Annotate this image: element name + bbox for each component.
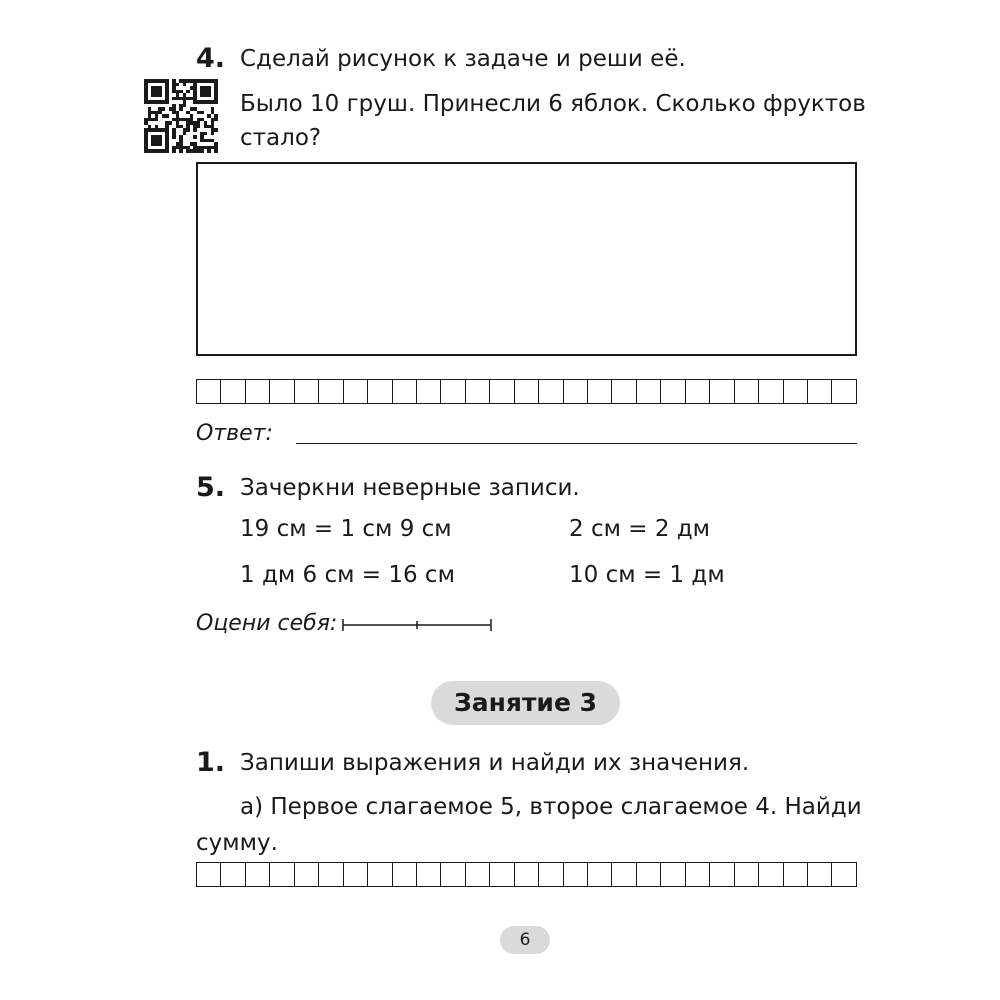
grid-cell[interactable] — [588, 380, 612, 403]
grid-cell[interactable] — [295, 863, 319, 886]
grid-cell[interactable] — [710, 863, 734, 886]
grid-cell[interactable] — [368, 863, 392, 886]
task-1-part-a-line-2: сумму. — [196, 830, 278, 856]
grid-cell[interactable] — [270, 863, 294, 886]
grid-cell[interactable] — [588, 863, 612, 886]
grid-cell[interactable] — [637, 863, 661, 886]
grid-cell[interactable] — [221, 863, 245, 886]
grid-cell[interactable] — [466, 863, 490, 886]
grid-cell[interactable] — [564, 863, 588, 886]
grid-cell[interactable] — [735, 380, 759, 403]
answer-label: Ответ: — [196, 421, 273, 446]
grid-cell[interactable] — [295, 380, 319, 403]
answer-line[interactable] — [296, 442, 857, 444]
record-1[interactable]: 19 см = 1 см 9 см — [240, 516, 452, 542]
drawing-area[interactable] — [196, 162, 857, 356]
grid-cell[interactable] — [246, 863, 270, 886]
grid-cell[interactable] — [784, 380, 808, 403]
grid-cell[interactable] — [319, 863, 343, 886]
grid-cell[interactable] — [368, 380, 392, 403]
solution-cells-row-2[interactable] — [196, 862, 857, 887]
grid-cell[interactable] — [221, 380, 245, 403]
grid-cell[interactable] — [784, 863, 808, 886]
task-4-number: 4. — [196, 43, 226, 74]
grid-cell[interactable] — [270, 380, 294, 403]
task-5-instruction: Зачеркни неверные записи. — [240, 475, 580, 501]
grid-cell[interactable] — [759, 863, 783, 886]
grid-cell[interactable] — [441, 863, 465, 886]
grid-cell[interactable] — [710, 380, 734, 403]
grid-cell[interactable] — [808, 863, 832, 886]
grid-cell[interactable] — [197, 863, 221, 886]
grid-cell[interactable] — [417, 863, 441, 886]
grid-cell[interactable] — [539, 380, 563, 403]
grid-cell[interactable] — [832, 380, 855, 403]
record-3[interactable]: 1 дм 6 см = 16 см — [240, 562, 455, 588]
task-4-problem-line-2: стало? — [240, 125, 322, 151]
task-1-number: 1. — [196, 747, 226, 778]
grid-cell[interactable] — [417, 380, 441, 403]
grid-cell[interactable] — [661, 380, 685, 403]
solution-cells-row-1[interactable] — [196, 379, 857, 404]
grid-cell[interactable] — [564, 380, 588, 403]
self-assessment-label: Оцени себя: — [196, 611, 338, 636]
grid-cell[interactable] — [735, 863, 759, 886]
grid-cell[interactable] — [246, 380, 270, 403]
grid-cell[interactable] — [832, 863, 855, 886]
grid-cell[interactable] — [808, 380, 832, 403]
grid-cell[interactable] — [319, 380, 343, 403]
record-2[interactable]: 2 см = 2 дм — [569, 516, 711, 542]
grid-cell[interactable] — [759, 380, 783, 403]
grid-cell[interactable] — [515, 863, 539, 886]
grid-cell[interactable] — [612, 380, 636, 403]
task-1-part-a-line-1: а) Первое слагаемое 5, второе слагаемое 4. Найди — [240, 794, 862, 820]
grid-cell[interactable] — [441, 380, 465, 403]
grid-cell[interactable] — [637, 380, 661, 403]
grid-cell[interactable] — [393, 380, 417, 403]
lesson-title: Занятие 3 — [431, 681, 620, 725]
grid-cell[interactable] — [490, 863, 514, 886]
grid-cell[interactable] — [686, 380, 710, 403]
grid-cell[interactable] — [539, 863, 563, 886]
grid-cell[interactable] — [686, 863, 710, 886]
grid-cell[interactable] — [515, 380, 539, 403]
grid-cell[interactable] — [393, 863, 417, 886]
grid-cell[interactable] — [661, 863, 685, 886]
page-number: 6 — [500, 926, 550, 954]
task-1-instruction: Запиши выражения и найди их значения. — [240, 750, 750, 776]
record-4[interactable]: 10 см = 1 дм — [569, 562, 725, 588]
grid-cell[interactable] — [612, 863, 636, 886]
grid-cell[interactable] — [466, 380, 490, 403]
grid-cell[interactable] — [344, 863, 368, 886]
task-5-number: 5. — [196, 472, 226, 503]
qr-code-icon[interactable] — [144, 79, 218, 153]
self-assessment-scale[interactable] — [342, 618, 492, 632]
grid-cell[interactable] — [197, 380, 221, 403]
task-4-problem-line-1: Было 10 груш. Принесли 6 яблок. Сколько фруктов — [240, 91, 866, 117]
task-4-instruction: Сделай рисунок к задаче и реши её. — [240, 46, 686, 72]
grid-cell[interactable] — [490, 380, 514, 403]
grid-cell[interactable] — [344, 380, 368, 403]
